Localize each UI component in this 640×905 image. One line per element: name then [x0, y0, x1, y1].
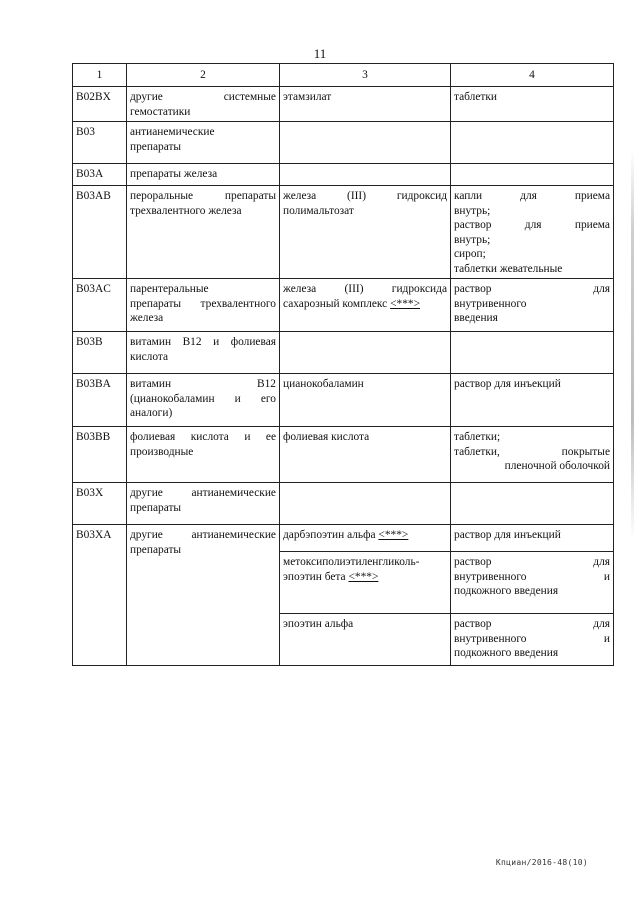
table-row: [73, 374, 614, 427]
group-line: препараты трехвалентного: [130, 297, 276, 310]
dosage-form-cell: [451, 552, 614, 614]
cell-text: эпоэтин бета: [283, 570, 346, 583]
dosage-form-cell: [451, 186, 614, 279]
substance-name-cell: [280, 374, 451, 427]
group-line: витамин B12 и фолиевая: [130, 336, 276, 348]
group-line: другие антианемические: [130, 529, 276, 541]
cell-text: раствор для инъекций: [454, 378, 561, 390]
cell-text: железа (III) гидроксид: [283, 190, 447, 202]
table-row: [73, 164, 614, 186]
group-line: препараты: [130, 543, 182, 556]
cell-text: внутривенного и: [454, 570, 610, 583]
group-line: аналоги): [130, 407, 173, 419]
table-row: [73, 483, 614, 525]
note-marker: <***>: [390, 297, 421, 310]
atc-group-cell: [127, 87, 280, 122]
scan-edge-shadow: [631, 0, 634, 905]
atc-code: B03A: [76, 168, 104, 180]
header-row: [73, 64, 614, 87]
note-marker: <***>: [348, 570, 379, 583]
atc-group-cell: [127, 332, 280, 374]
cell-text: капли для приема: [454, 190, 610, 202]
table-row: [73, 427, 614, 483]
atc-code: B03B: [76, 336, 103, 348]
cell-text: раствор для приема: [454, 219, 610, 231]
group-line: пероральные препараты: [130, 190, 276, 202]
cell-text: таблетки жевательные: [454, 262, 563, 275]
atc-code: B03XA: [76, 529, 112, 541]
group-line: кислота: [130, 350, 169, 363]
column-header: 4: [451, 64, 614, 87]
document-footer-stamp: Кпциан/2016-48(10): [495, 858, 588, 867]
atc-code: B03AC: [76, 283, 111, 295]
group-line: другие антианемические: [130, 487, 276, 499]
substance-name-cell: [280, 614, 451, 666]
cell-text: железа (III) гидроксида: [283, 283, 447, 295]
cell-text: внутривенного: [454, 297, 527, 310]
atc-code: B03BB: [76, 431, 111, 443]
table-row: [73, 87, 614, 122]
cell-text: полимальтозат: [283, 204, 354, 217]
group-line: препараты: [130, 501, 182, 514]
atc-group-cell: [127, 122, 280, 164]
group-line: парентеральные: [130, 283, 209, 295]
group-line: антианемические: [130, 126, 215, 138]
substance-name-cell: [280, 186, 451, 279]
substance-name-cell: [280, 122, 451, 164]
group-line: (цианокобаламин и его: [130, 392, 276, 405]
substance-name-cell: [280, 332, 451, 374]
atc-code: B03X: [76, 487, 104, 499]
table-row: [73, 122, 614, 164]
cell-text: раствор для: [454, 618, 610, 630]
atc-code: B02BX: [76, 91, 111, 103]
cell-text: раствор для: [454, 556, 610, 568]
dosage-form-cell: [451, 525, 614, 552]
cell-text: таблетки, покрытые: [454, 445, 610, 458]
cell-text: цианокобаламин: [283, 378, 364, 390]
group-line: фолиевая кислота и ее: [130, 431, 276, 443]
atc-code-cell: [73, 332, 127, 374]
atc-group-cell: [127, 374, 280, 427]
table-row: [73, 332, 614, 374]
atc-code-cell: [73, 427, 127, 483]
cell-text: внутрь;: [454, 233, 491, 246]
column-header: 3: [280, 64, 451, 87]
atc-code-cell: [73, 87, 127, 122]
cell-text: этамзилат: [283, 91, 332, 103]
cell-text: фолиевая кислота: [283, 431, 370, 443]
atc-group-cell: [127, 525, 280, 666]
substance-name-cell: [280, 87, 451, 122]
substance-name-cell: [280, 427, 451, 483]
substance-name-cell: [280, 483, 451, 525]
cell-text: внутривенного и: [454, 632, 610, 645]
dosage-form-cell: [451, 332, 614, 374]
atc-group-cell: [127, 279, 280, 332]
group-line: трехвалентного железа: [130, 204, 242, 217]
cell-text: дарбэпоэтин альфа: [283, 529, 376, 541]
substance-name-cell: [280, 525, 451, 552]
cell-text: сахарозный комплекс: [283, 297, 388, 310]
cell-text: метоксиполиэтиленгликоль-: [283, 556, 420, 568]
cell-text: раствор для инъекций: [454, 529, 561, 541]
dosage-form-cell: [451, 427, 614, 483]
group-line: гемостатики: [130, 105, 191, 118]
cell-text: внутрь;: [454, 204, 491, 217]
atc-group-cell: [127, 427, 280, 483]
group-line: витамин B12: [130, 378, 276, 390]
dosage-form-cell: [451, 164, 614, 186]
atc-code-cell: [73, 279, 127, 332]
column-header: 1: [73, 64, 127, 87]
cell-text: раствор для: [454, 283, 610, 295]
table-row: [73, 186, 614, 279]
column-header: 2: [127, 64, 280, 87]
atc-code-cell: [73, 164, 127, 186]
atc-code: B03AB: [76, 190, 111, 202]
dosage-form-cell: [451, 279, 614, 332]
table-row: [73, 279, 614, 332]
substance-name-cell: [280, 552, 451, 614]
substance-name-cell: [280, 279, 451, 332]
atc-group-cell: [127, 164, 280, 186]
table-body: [73, 64, 614, 666]
group-line: препараты: [130, 140, 182, 153]
cell-text: таблетки: [454, 91, 498, 103]
group-line: препараты железа: [130, 168, 218, 180]
dosage-form-cell: [451, 87, 614, 122]
dosage-form-cell: [451, 483, 614, 525]
atc-code: B03: [76, 126, 95, 138]
dosage-form-cell: [451, 122, 614, 164]
atc-group-cell: [127, 186, 280, 279]
atc-code-cell: [73, 483, 127, 525]
atc-group-cell: [127, 483, 280, 525]
atc-code-cell: [73, 374, 127, 427]
atc-code-cell: [73, 186, 127, 279]
dosage-form-cell: [451, 374, 614, 427]
group-line: железа: [130, 312, 164, 324]
cell-text: пленочной оболочкой: [504, 460, 610, 472]
table-row: [73, 525, 614, 552]
group-line: другие системные: [130, 91, 276, 103]
cell-text: эпоэтин альфа: [283, 618, 354, 630]
atc-code-cell: [73, 525, 127, 666]
cell-text: подкожного введения: [454, 585, 559, 597]
cell-text: сироп;: [454, 248, 486, 260]
cell-text: таблетки;: [454, 431, 501, 443]
drug-table: [72, 63, 614, 666]
page-number: 11: [313, 46, 327, 61]
cell-text: введения: [454, 312, 498, 324]
cell-text: подкожного введения: [454, 647, 559, 659]
group-line: производные: [130, 445, 194, 458]
dosage-form-cell: [451, 614, 614, 666]
atc-code-cell: [73, 122, 127, 164]
substance-name-cell: [280, 164, 451, 186]
atc-code: B03BA: [76, 378, 111, 390]
note-marker: <***>: [378, 529, 409, 541]
